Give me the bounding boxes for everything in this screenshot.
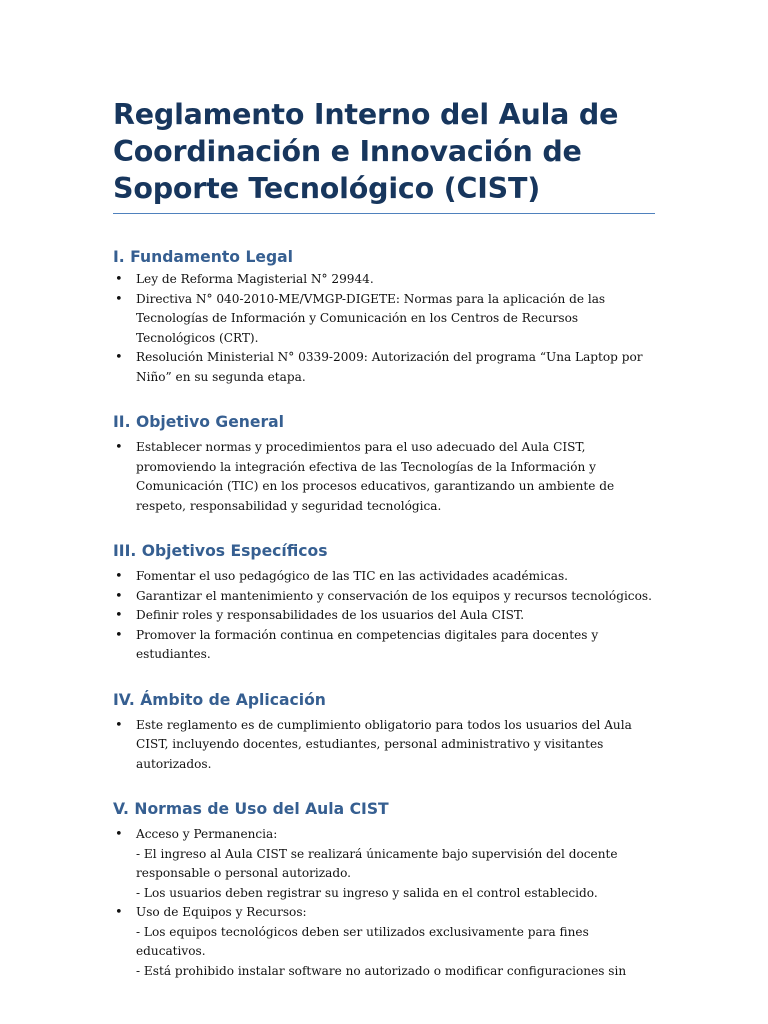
section-heading: I. Fundamento Legal: [113, 248, 293, 266]
list-item: • Fomentar el uso pedagógico de las TIC en las actividades académicas.: [113, 567, 655, 587]
list-item: [113, 903, 655, 981]
bullet-list: [113, 825, 655, 981]
list-item-label: • Acceso y Permanencia:: [136, 827, 278, 841]
list-item-label: • Uso de Equipos y Recursos:: [136, 905, 307, 919]
list-item: • Este reglamento es de cumplimiento obligatorio para todos los usuarios del Aula CIST, incluyendo docentes, estudiantes, personal administrativo y visitantes autorizados.: [113, 716, 655, 775]
bullet-list: [113, 438, 655, 516]
section-heading: V. Normas de Uso del Aula CIST: [113, 800, 389, 818]
list-item-line: - El ingreso al Aula CIST se realizará únicamente bajo supervisión del docente responsable o personal autorizado.: [136, 846, 618, 880]
section-heading: II. Objetivo General: [113, 413, 285, 431]
section-objetivo-general: [113, 412, 655, 516]
list-item: • Directiva N° 040-2010-ME/VMGP-DIGETE: Normas para la aplicación de las Tecnologías de Información y Comunicación en los Centros de Recursos Tecnológicos (CRT).: [113, 290, 655, 349]
section-fundamento-legal: [113, 247, 655, 387]
document-page: [113, 96, 655, 981]
section-heading: III. Objetivos Específicos: [113, 542, 328, 560]
section-ambito-aplicacion: [113, 690, 655, 775]
list-item-line: - Los equipos tecnológicos deben ser utilizados exclusivamente para fines educativos.: [136, 924, 589, 958]
list-item: • Resolución Ministerial N° 0339-2009: Autorización del programa “Una Laptop por Niño” en su segunda etapa.: [113, 348, 655, 387]
list-item: • Promover la formación continua en competencias digitales para docentes y estudiantes.: [113, 626, 655, 665]
bullet-list: [113, 270, 655, 387]
list-item-line: - Los usuarios deben registrar su ingreso y salida en el control establecido.: [136, 885, 598, 900]
list-item: • Ley de Reforma Magisterial N° 29944.: [113, 270, 655, 290]
list-item: • Definir roles y responsabilidades de los usuarios del Aula CIST.: [113, 606, 655, 626]
list-item: • Establecer normas y procedimientos para el uso adecuado del Aula CIST, promoviendo la integración efectiva de las Tecnologías de la Información y Comunicación (TIC) en los procesos educativos, garantizando un ambiente de respeto, responsabilidad y seguridad tecnológica.: [113, 438, 655, 516]
document-title: Reglamento Interno del Aula de Coordinación e Innovación de Soporte Tecnológico (CIST): [113, 96, 655, 214]
bullet-list: [113, 567, 655, 665]
section-normas-uso: [113, 799, 655, 981]
bullet-list: [113, 716, 655, 775]
list-item: • Garantizar el mantenimiento y conservación de los equipos y recursos tecnológicos.: [113, 587, 655, 607]
list-item-line: - Está prohibido instalar software no autorizado o modificar configuraciones sin: [136, 963, 627, 978]
section-heading: IV. Ámbito de Aplicación: [113, 690, 326, 709]
list-item: [113, 825, 655, 903]
section-objetivos-especificos: [113, 541, 655, 665]
